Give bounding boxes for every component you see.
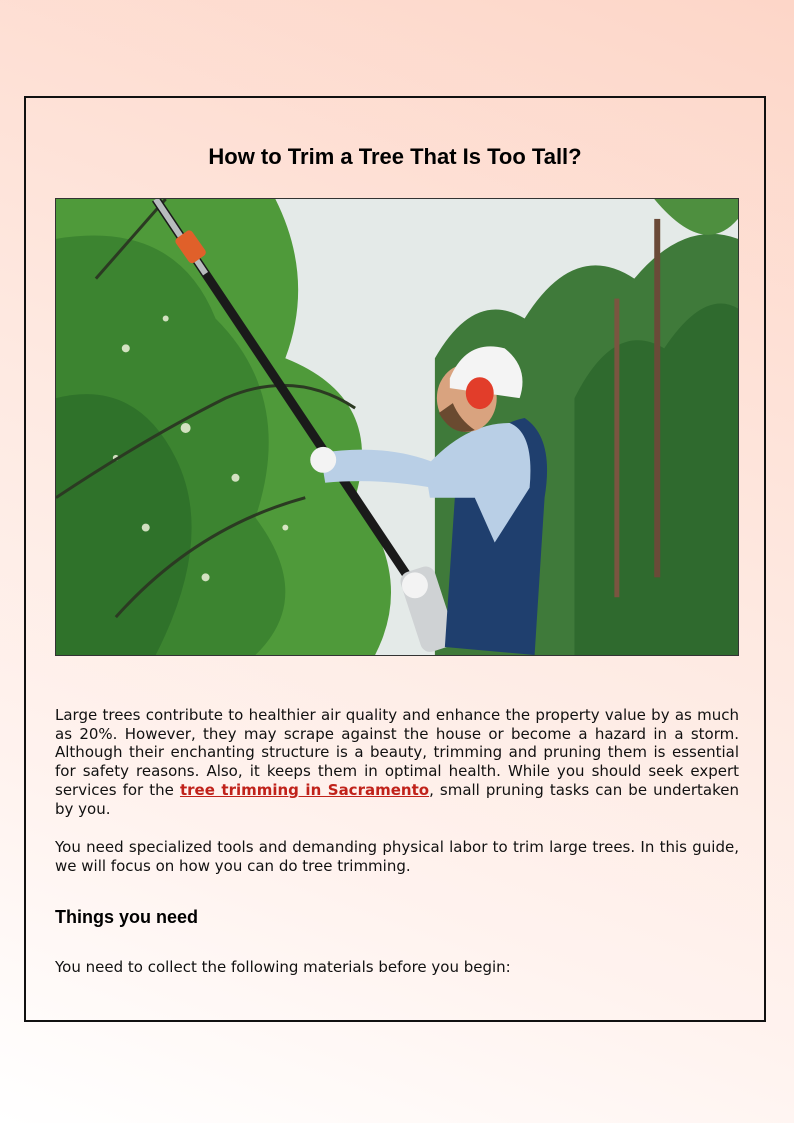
intro-paragraph [55, 706, 739, 818]
page-frame [24, 96, 766, 1022]
photo-illustration [56, 199, 738, 655]
intro-text-after-link: , small pruning tasks can be undertaken by you. [55, 780, 739, 818]
things-you-need-heading: Things you need [55, 907, 199, 927]
materials-paragraph: You need to collect the following materials before you begin: [55, 958, 511, 976]
tree-trimming-link[interactable]: tree trimming in Sacramento [179, 780, 430, 799]
tools-paragraph: You need specialized tools and demanding physical labor to trim large trees. In this guide, we will focus on how you can do tree trimming. [55, 838, 739, 875]
intro-text-before-link: Large trees contribute to healthier air quality and enhance the property value by as much as 20%. However, they may scrape against the house or become a hazard in a storm. Although their enchanting structure is a beauty, trimming and pruning them is essential for safety reasons. Also, it keeps them in optimal health. While you should seek expert services for the [55, 706, 739, 799]
tree-trimming-photo [55, 198, 739, 656]
article-title: How to Trim a Tree That Is Too Tall? [208, 144, 582, 169]
